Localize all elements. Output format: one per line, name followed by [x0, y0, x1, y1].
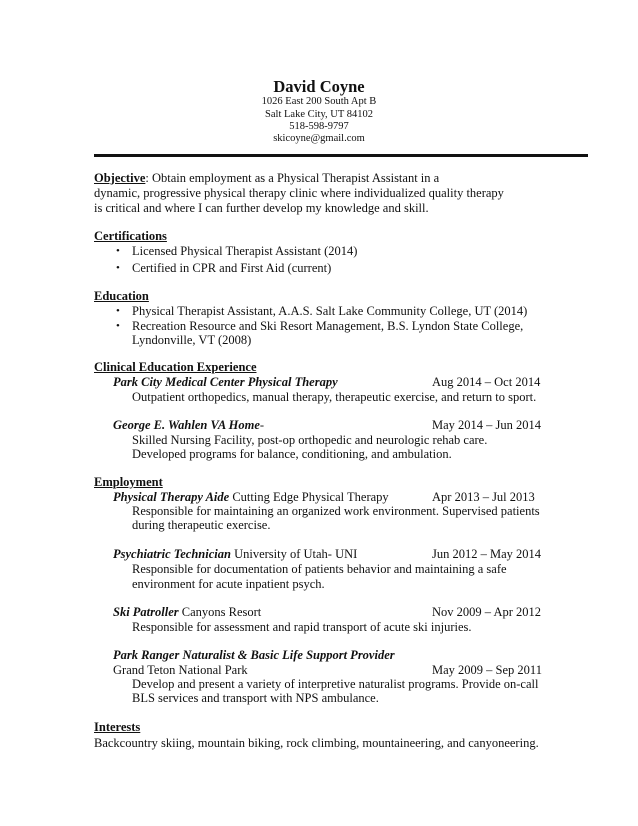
employment-entry-description: Responsible for maintaining an organized work environment. Supervised patients [132, 504, 540, 518]
address-line-1: 1026 East 200 South Apt B [261, 96, 377, 107]
clinical-entry-title: George E. Wahlen VA Home [113, 418, 260, 432]
employment-entry-title: Ski Patroller [113, 605, 179, 619]
employment-entry-org: Grand Teton National Park [113, 663, 248, 677]
clinical-entry-title: Park City Medical Center Physical Therapy [113, 375, 338, 389]
clinical-heading: Clinical Education Experience [94, 360, 257, 374]
employment-heading: Employment [94, 475, 163, 489]
objective-line-1 [94, 171, 439, 186]
employment-entry-header [113, 605, 261, 620]
bullet-icon: • [116, 262, 120, 274]
objective-text-1: : Obtain employment as a Physical Therapist Assistant in a [145, 171, 440, 185]
address-line-2: Salt Lake City, UT 84102 [265, 109, 373, 120]
clinical-entry-header [113, 418, 264, 433]
employment-entry-description: Responsible for assessment and rapid transport of acute ski injuries. [132, 620, 472, 634]
clinical-entry-description: Developed programs for balance, conditioning, and ambulation. [132, 447, 452, 461]
clinical-entry-dates: May 2014 – Jun 2014 [432, 418, 542, 432]
certifications-heading: Certifications [94, 229, 167, 243]
employment-entry-dates: Apr 2013 – Jul 2013 [432, 490, 535, 504]
bullet-icon: • [116, 305, 120, 317]
employment-entry-description: Responsible for documentation of patients behavior and maintaining a safe [132, 562, 507, 576]
education-item-continued: Lyndonville, VT (2008) [132, 333, 252, 347]
employment-entry-dates: May 2009 – Sep 2011 [432, 663, 542, 677]
bullet-icon: • [116, 245, 120, 257]
employment-entry-description: Develop and present a variety of interpretive naturalist programs. Provide on-call [132, 677, 539, 691]
objective-text-2: dynamic, progressive physical therapy clinic where individualized quality therapy [94, 186, 504, 200]
clinical-entry-description: Skilled Nursing Facility, post-op orthopedic and neurologic rehab care. [132, 433, 488, 447]
employment-entry-org: Canyons Resort [178, 605, 262, 619]
certification-item: Licensed Physical Therapist Assistant (2014) [132, 244, 358, 258]
employment-entry-description: BLS services and transport with NPS ambulance. [132, 691, 379, 705]
objective-text-3: is critical and where I can further develop my knowledge and skill. [94, 201, 429, 215]
interests-text: Backcountry skiing, mountain biking, rock climbing, mountaineering, and canyoneering. [94, 736, 539, 750]
employment-entry-title: Psychiatric Technician [113, 547, 231, 561]
email-address: skicoyne@gmail.com [273, 133, 365, 144]
clinical-entry-suffix: - [259, 418, 265, 432]
employment-entry-dates: Nov 2009 – Apr 2012 [432, 605, 542, 619]
education-item: Recreation Resource and Ski Resort Management, B.S. Lyndon State College, [132, 319, 524, 333]
employment-entry-description: environment for acute inpatient psych. [132, 577, 325, 591]
employment-entry-description: during therapeutic exercise. [132, 518, 271, 532]
employment-entry-title: Park Ranger Naturalist & Basic Life Support Provider [113, 648, 395, 662]
education-item: Physical Therapist Assistant, A.A.S. Salt Lake Community College, UT (2014) [132, 304, 528, 318]
resume-name: David Coyne [273, 77, 365, 96]
employment-entry-dates: Jun 2012 – May 2014 [432, 547, 542, 561]
clinical-entry-description: Outpatient orthopedics, manual therapy, therapeutic exercise, and return to sport. [132, 390, 537, 404]
certification-item: Certified in CPR and First Aid (current) [132, 261, 332, 275]
phone-number: 518-598-9797 [289, 121, 349, 132]
clinical-entry-dates: Aug 2014 – Oct 2014 [432, 375, 541, 389]
employment-entry-org: Cutting Edge Physical Therapy [229, 490, 389, 504]
employment-entry-title: Physical Therapy Aide [113, 490, 230, 504]
employment-entry-header [113, 490, 389, 505]
objective-label: Objective [94, 171, 146, 185]
education-heading: Education [94, 289, 149, 303]
header-divider [94, 154, 588, 157]
employment-entry-org: University of Utah- UNI [230, 547, 358, 561]
employment-entry-header [113, 547, 357, 562]
interests-heading: Interests [94, 720, 141, 734]
bullet-icon: • [116, 320, 120, 332]
